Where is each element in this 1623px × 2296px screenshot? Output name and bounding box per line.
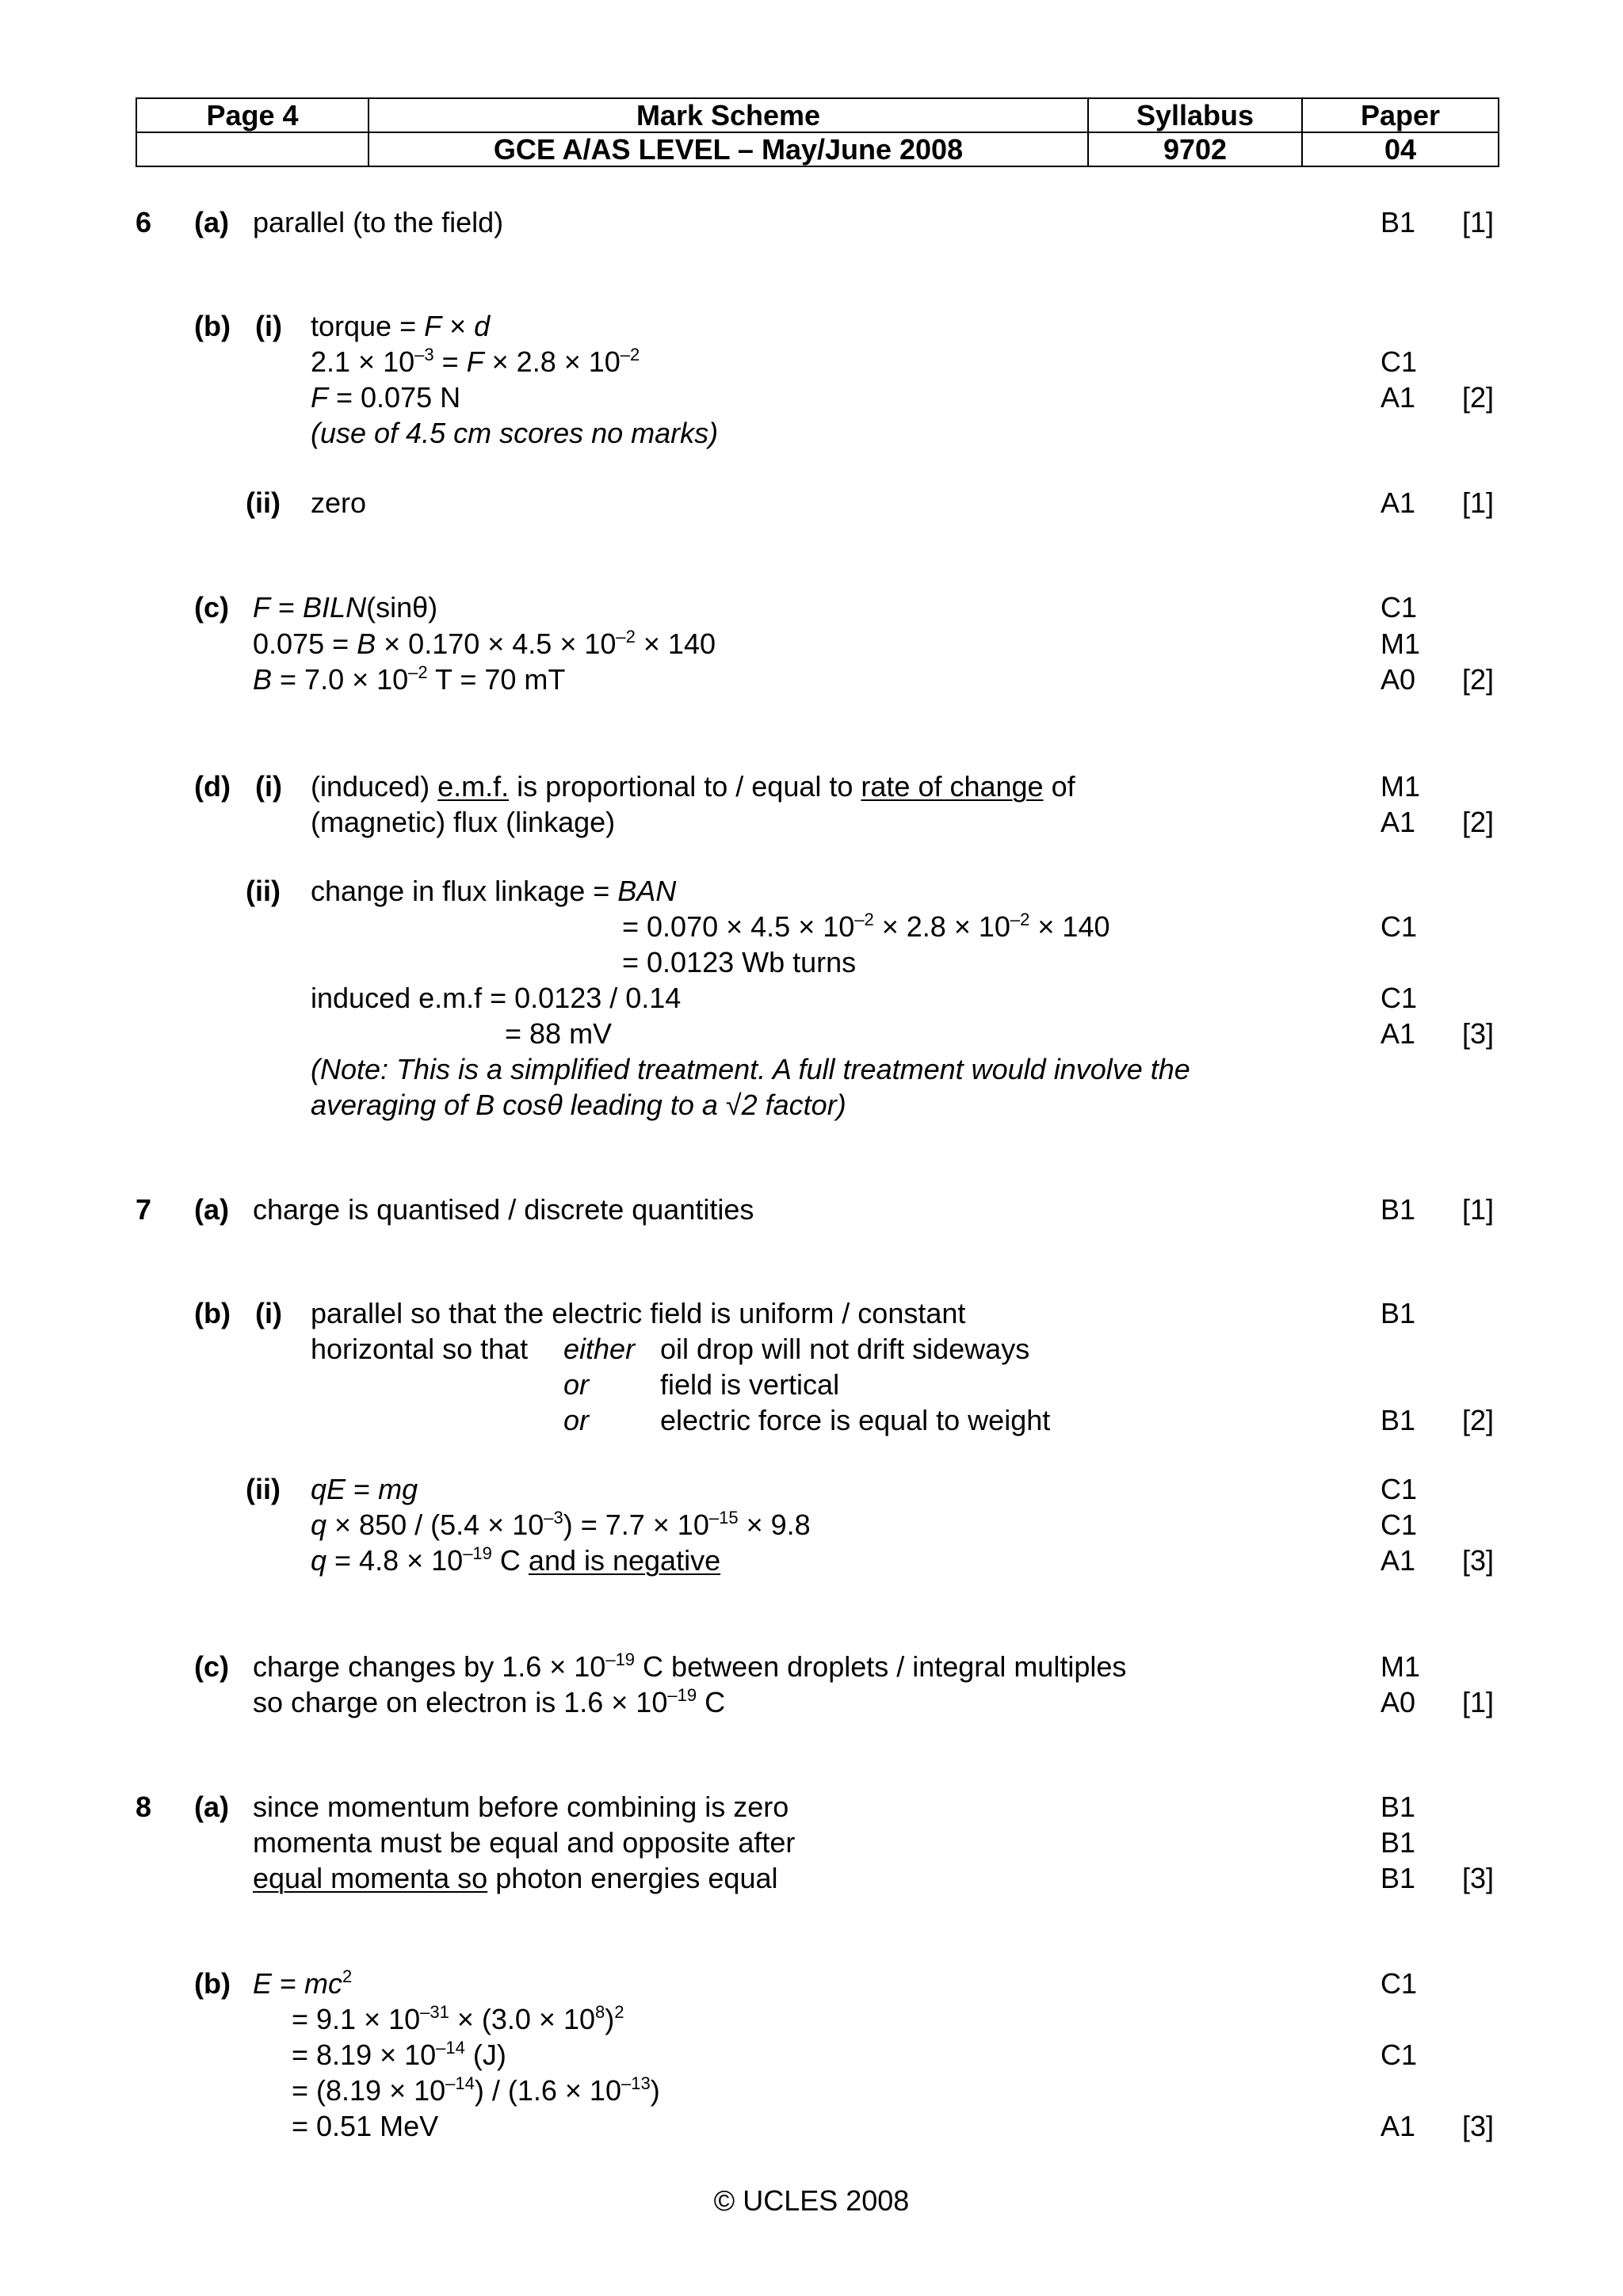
q6b-label: (b) bbox=[194, 310, 231, 342]
q8a-line1: since momentum before combining is zero bbox=[253, 1791, 789, 1823]
q8b-mark-a1: A1 bbox=[1381, 2110, 1416, 2142]
q8a-mark-b1b: B1 bbox=[1381, 1826, 1416, 1859]
q7bi-or1: or bbox=[563, 1368, 590, 1401]
q6d-label: (d) bbox=[194, 770, 231, 803]
q6a-mark: B1 bbox=[1381, 206, 1416, 238]
q6dii-total: [3] bbox=[1462, 1017, 1495, 1050]
q7a-answer: charge is quantised / discrete quantities bbox=[253, 1193, 754, 1226]
q7-number: 7 bbox=[136, 1193, 152, 1226]
q7c-line2: so charge on electron is $1.6 \times 10^{-19}$ C bbox=[253, 1685, 726, 1718]
q7bii-mark-c1a: C1 bbox=[1381, 1473, 1418, 1505]
header-syllabus-code: 9702 bbox=[1088, 132, 1302, 166]
q6di-total: [2] bbox=[1462, 806, 1495, 838]
header-title-top: Mark Scheme bbox=[369, 98, 1088, 132]
q6c-mark-m1: M1 bbox=[1381, 627, 1421, 660]
q6dii-mark-c1a: C1 bbox=[1381, 910, 1418, 943]
q7bi-or2: or bbox=[563, 1404, 590, 1436]
q6a-label: (a) bbox=[194, 206, 229, 238]
q6bi-label: (i) bbox=[255, 310, 282, 342]
q6c-mark-c1: C1 bbox=[1381, 591, 1418, 624]
q6bi-mark-a1: A1 bbox=[1381, 381, 1416, 414]
q8a-mark-b1a: B1 bbox=[1381, 1791, 1416, 1823]
header-empty-cell bbox=[136, 132, 369, 166]
q6bi-line2: $2.1 \times 10^{-3} = F \times 2.8 \times 10^{-2}$ bbox=[311, 345, 640, 378]
q6bii-mark: A1 bbox=[1381, 486, 1416, 519]
q7a-total: [1] bbox=[1462, 1193, 1495, 1226]
q7bii-label: (ii) bbox=[246, 1473, 281, 1505]
q6bii-total: [1] bbox=[1462, 486, 1495, 519]
q6di-line2: (magnetic) flux (linkage) bbox=[311, 806, 616, 838]
q8b-label: (b) bbox=[194, 1967, 231, 2000]
header-paper-label: Paper bbox=[1302, 98, 1499, 132]
q6bi-note: (use of 4.5 cm scores no marks) bbox=[311, 417, 719, 449]
q7bii-line2: $q \times 850 / (5.4 \times 10^{-3}) = 7.7 \times 10^{-15} \times 9.8$ bbox=[311, 1508, 811, 1541]
q7b-label: (b) bbox=[194, 1297, 231, 1329]
q8a-mark-b1c: B1 bbox=[1381, 1862, 1416, 1894]
q7bi-total: [2] bbox=[1462, 1404, 1495, 1436]
q6dii-note-line1: (Note: This is a simplified treatment. A full treatment would involve the bbox=[311, 1053, 1190, 1085]
q6a-answer: parallel (to the field) bbox=[253, 206, 504, 238]
q8a-label: (a) bbox=[194, 1791, 229, 1823]
header-paper-code: 04 bbox=[1302, 132, 1499, 166]
q6c-line2: $0.075 = B \times 0.170 \times 4.5 \times 10^{-2} \times 140$ bbox=[253, 627, 716, 660]
q7c-line1: charge changes by $1.6 \times 10^{-19}$ C between droplets / integral multiples bbox=[253, 1650, 1127, 1683]
q6bi-mark-c1: C1 bbox=[1381, 345, 1418, 378]
q7bi-option1: oil drop will not drift sideways bbox=[660, 1333, 1030, 1365]
q8b-total: [3] bbox=[1462, 2110, 1495, 2142]
q8b-line1: $E = mc^2$ bbox=[253, 1966, 353, 2000]
q6dii-line4: induced e.m.f = 0.0123 / 0.14 bbox=[311, 982, 682, 1014]
q8a-line2: momenta must be equal and opposite after bbox=[253, 1826, 796, 1859]
q7bi-mark-b1a: B1 bbox=[1381, 1297, 1416, 1329]
q8b-line2: = $9.1 \times 10^{-31} \times (3.0 \times 10^8)^2$ bbox=[292, 2002, 624, 2035]
q6c-total: [2] bbox=[1462, 663, 1495, 696]
q7a-label: (a) bbox=[194, 1193, 229, 1226]
q6bi-total: [2] bbox=[1462, 381, 1495, 414]
q6bii-label: (ii) bbox=[246, 486, 281, 519]
q8a-line3: equal momenta so photon energies equal bbox=[253, 1862, 778, 1894]
header-syllabus-label: Syllabus bbox=[1088, 98, 1302, 132]
q6c-line3: $B = 7.0 \times 10^{-2}$ T = 70 mT bbox=[253, 662, 566, 696]
q6dii-mark-a1: A1 bbox=[1381, 1017, 1416, 1050]
q6di-line1: (induced) e.m.f. is proportional to / equal to rate of change of bbox=[311, 770, 1075, 803]
q8a-total: [3] bbox=[1462, 1862, 1495, 1894]
q6dii-line2: = $0.070 \times 4.5 \times 10^{-2} \times 2.8 \times 10^{-2} \times 140$ bbox=[622, 910, 1110, 943]
q8b-mark-c1a: C1 bbox=[1381, 1967, 1418, 2000]
q6di-mark-m1: M1 bbox=[1381, 770, 1421, 803]
q7bi-line2-lead: horizontal so that bbox=[311, 1333, 529, 1365]
q7bi-either: either bbox=[563, 1333, 636, 1365]
q7c-total: [1] bbox=[1462, 1686, 1495, 1718]
q6c-mark-a0: A0 bbox=[1381, 663, 1416, 696]
q6dii-line3: = 0.0123 Wb turns bbox=[622, 946, 857, 978]
q7bi-option2: field is vertical bbox=[660, 1368, 840, 1401]
q7bii-line1: qE = mg bbox=[311, 1473, 418, 1505]
q6-number: 6 bbox=[136, 206, 152, 238]
q6c-label: (c) bbox=[194, 591, 229, 624]
q6dii-mark-c1b: C1 bbox=[1381, 982, 1418, 1014]
header-table bbox=[136, 97, 1499, 167]
q6bi-line1: torque = F × d bbox=[311, 310, 491, 342]
header-page: Page 4 bbox=[136, 98, 369, 132]
q7bii-total: [3] bbox=[1462, 1544, 1495, 1577]
q6dii-note-line2: averaging of B cosθ leading to a √2 factor) bbox=[311, 1089, 846, 1121]
q7bii-mark-a1: A1 bbox=[1381, 1544, 1416, 1577]
q8b-line3: = $8.19 \times 10^{-14}$ (J) bbox=[292, 2038, 506, 2071]
q7bii-line3: $q = 4.8 \times 10^{-19}$ C and is negative bbox=[311, 1543, 721, 1577]
q6di-mark-a1: A1 bbox=[1381, 806, 1416, 838]
q7bi-label: (i) bbox=[255, 1297, 282, 1329]
q7bi-option3: electric force is equal to weight bbox=[660, 1404, 1051, 1436]
q8b-line4: = $(8.19 \times 10^{-14}) / (1.6 \times 10^{-13})$ bbox=[292, 2073, 660, 2107]
q7bi-line1: parallel so that the electric field is uniform / constant bbox=[311, 1297, 966, 1329]
q7bi-mark-b1b: B1 bbox=[1381, 1404, 1416, 1436]
q7c-label: (c) bbox=[194, 1650, 229, 1683]
q6di-label: (i) bbox=[255, 770, 282, 803]
footer-copyright: © UCLES 2008 bbox=[713, 2184, 910, 2217]
q6a-total: [1] bbox=[1462, 206, 1495, 238]
q8b-line5: = 0.51 MeV bbox=[292, 2110, 439, 2142]
q7a-mark: B1 bbox=[1381, 1193, 1416, 1226]
q6bii-answer: zero bbox=[311, 486, 367, 519]
q7bii-mark-c1b: C1 bbox=[1381, 1508, 1418, 1541]
q6dii-line5: = 88 mV bbox=[505, 1017, 613, 1050]
q6bi-line3: F = 0.075 N bbox=[311, 381, 461, 414]
q6dii-label: (ii) bbox=[246, 875, 281, 907]
header-title-bottom: GCE A/AS LEVEL – May/June 2008 bbox=[369, 132, 1088, 166]
q8-number: 8 bbox=[136, 1791, 152, 1823]
q8b-mark-c1b: C1 bbox=[1381, 2039, 1418, 2071]
q7c-mark-a0: A0 bbox=[1381, 1686, 1416, 1718]
q6dii-line1: change in flux linkage = BAN bbox=[311, 875, 677, 907]
q7c-mark-m1: M1 bbox=[1381, 1650, 1421, 1683]
q6c-line1: F = BILN(sinθ) bbox=[253, 591, 438, 624]
